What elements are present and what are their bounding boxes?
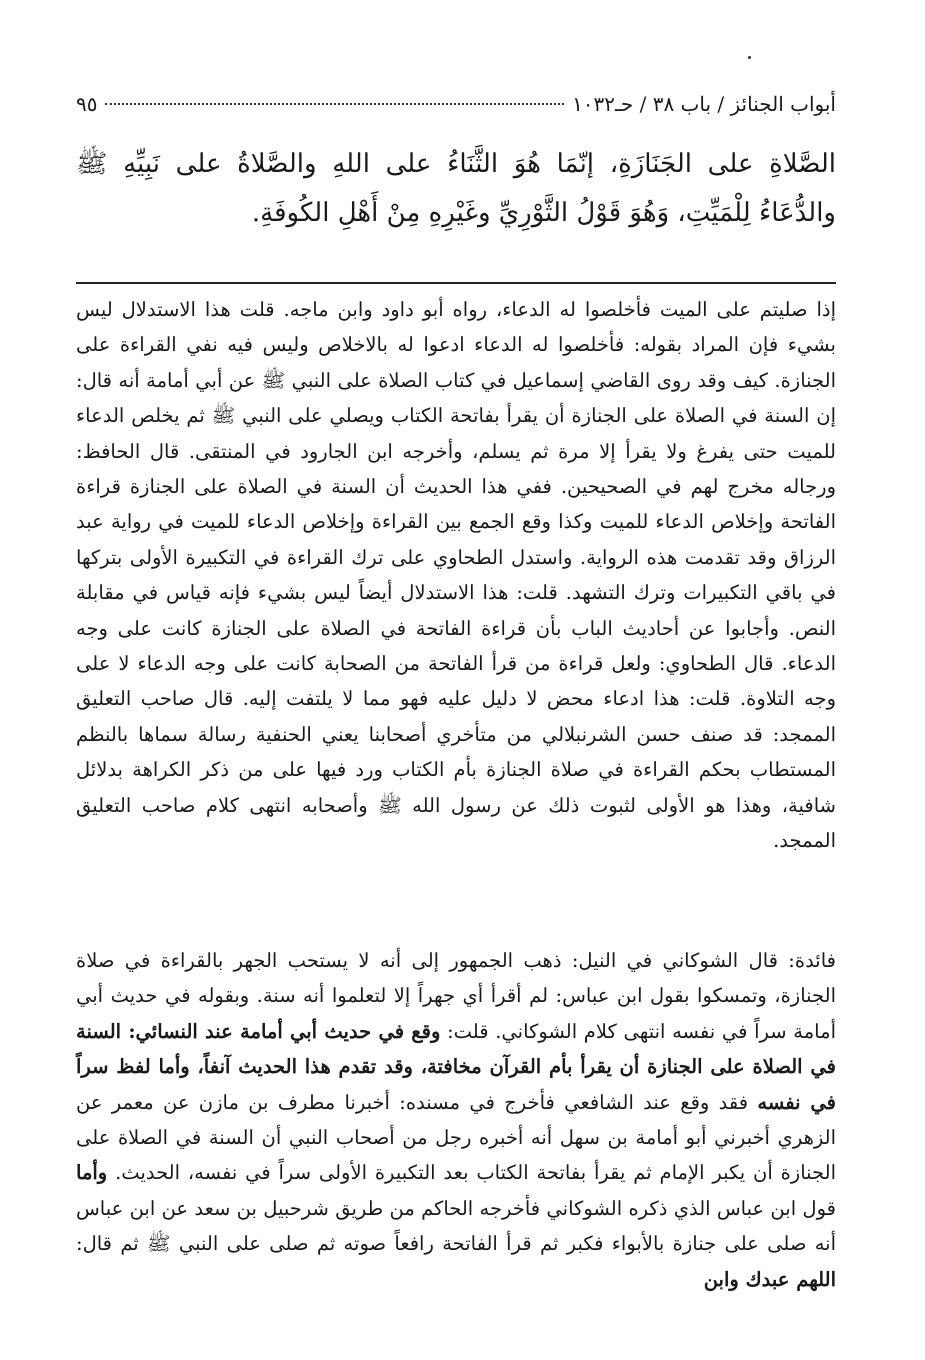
- header-title: أبواب الجنائز / باب ٣٨ / حـ١٠٣٢: [572, 92, 836, 116]
- footnote-benefit-text: فقد وقع عند الشافعي فأخرج في مسنده: أخبرنا مطرف بن مازن عن معمر عن الزهري أخبرني أبو أمامة بن سهل أنه أخبره رجل من أصحاب النبي أن السنة في الصلاة على الجنازة أن يكبر الإمام ثم يقرأ بفاتحة الكتاب بعد التكبيرة الأولى سراً في نفسه، الحديث.: [76, 1090, 836, 1185]
- book-page: [76, 0, 836, 1360]
- footnote-benefit-text: فائدة: قال الشوكاني في النيل: ذهب الجمهور إلى أنه لا يستحب الجهر بالقراءة في صلاة الجنازة، وتمسكوا بقول ابن عباس: لم أقرأ أي جهراً إلا لتعلموا أنه سنة. وبقوله في حديث أبي أمامة سراً في نفسه انتهى كلام الشوكاني. قلت:: [76, 949, 836, 1043]
- footnote-benefit-bold: اللهم عبدك وابن: [703, 1267, 836, 1291]
- footnote-benefit-bold: وأما: [76, 1161, 108, 1185]
- footnote-benefit: [76, 943, 836, 1297]
- main-text: الصَّلاةِ على الجَنَازَةِ، إنّمَا هُوَ الثَّنَاءُ على اللهِ والصَّلاةُ على نَبِيِّهِ ﷺ والدُّعَاءُ لِلْمَيِّتِ، وَهُوَ قَوْلُ الثَّوْرِيِّ وغَيْرِهِ مِنْ أَهْلِ الكُوفَةِ.: [76, 149, 836, 228]
- footnote-benefit-text: قول ابن عباس الذي ذكره الشوكاني فأخرجه الحاكم من طريق شرحبيل بن سعد عن ابن عباس أنه صلى على جنازة بالأبواء فكبر ثم قرأ الفاتحة رافعاً صوته ثم صلى على النبي ﷺ ثم قال:: [76, 1196, 836, 1256]
- page-number: ٩٥: [76, 92, 98, 116]
- footnote-commentary: إذا صليتم على الميت فأخلصوا له الدعاء، رواه أبو داود وابن ماجه. قلت هذا الاستدلال ليس بشيء فإن المراد بقوله: فأخلصوا له الدعاء ادعوا له بالاخلاص وليس فيه نفي القراءة على الجنازة. كيف وقد روى القاضي إسماعيل في كتاب الصلاة على النبي ﷺ عن أبي أمامة أنه قال: إن السنة في الصلاة على الجنازة أن يقرأ بفاتحة الكتاب ويصلي على النبي ﷺ ثم يخلص الدعاء للميت حتى يفرغ ولا يقرأ إلا مرة ثم يسلم، وأخرجه ابن الجارود في المنتقى. قال الحافظ: ورجاله مخرج لهم في الصحيحين. ففي هذا الحديث أن السنة في الصلاة على الجنازة قراءة الفاتحة وإخلاص الدعاء للميت وكذا وقع الجمع بين القراءة وإخلاص الدعاء للميت في رواية عبد الرزاق وقد تقدمت هذه الرواية. واستدل الطحاوي على ترك القراءة في التكبيرة الأولى بتركها في باقي التكبيرات وترك التشهد. قلت: هذا الاستدلال أيضاً ليس بشيء فإنه قياس في مقابلة النص. وأجابوا عن أحاديث الباب بأن قراءة الفاتحة في الصلاة على الجنازة كانت على وجه الدعاء. قال الطحاوي: ولعل قراءة من قرأ الفاتحة من الصحابة كانت على وجه الدعاء لا على وجه التلاوة. قلت: هذا ادعاء محض لا دليل عليه فهو مما لا يلتفت إليه. قال صاحب التعليق الممجد: قد صنف حسن الشرنبلالي من متأخري أصحابنا يعني الحنفية رسالة سماها بالنظم المستطاب بحكم القراءة في صلاة الجنازة بأم الكتاب ورد فيها على من ذكر الكراهة بدلائل شافية، وهذا هو الأولى لثبوت ذلك عن رسول الله ﷺ وأصحابه انتهى كلام صاحب التعليق الممجد.: [76, 298, 836, 853]
- footnote-benefit-bold: وقع في حديث أبي أمامة عند النسائي: السنة في الصلاة على الجنازة أن يقرأ بأم القرآن مخافتة، وقد تقدم هذا الحديث آنفاً، وأما لفظ سراً في نفسه: [76, 1019, 836, 1114]
- footnote-separator: [76, 282, 836, 284]
- running-header: [76, 92, 836, 120]
- header-dot-leader: [105, 103, 564, 105]
